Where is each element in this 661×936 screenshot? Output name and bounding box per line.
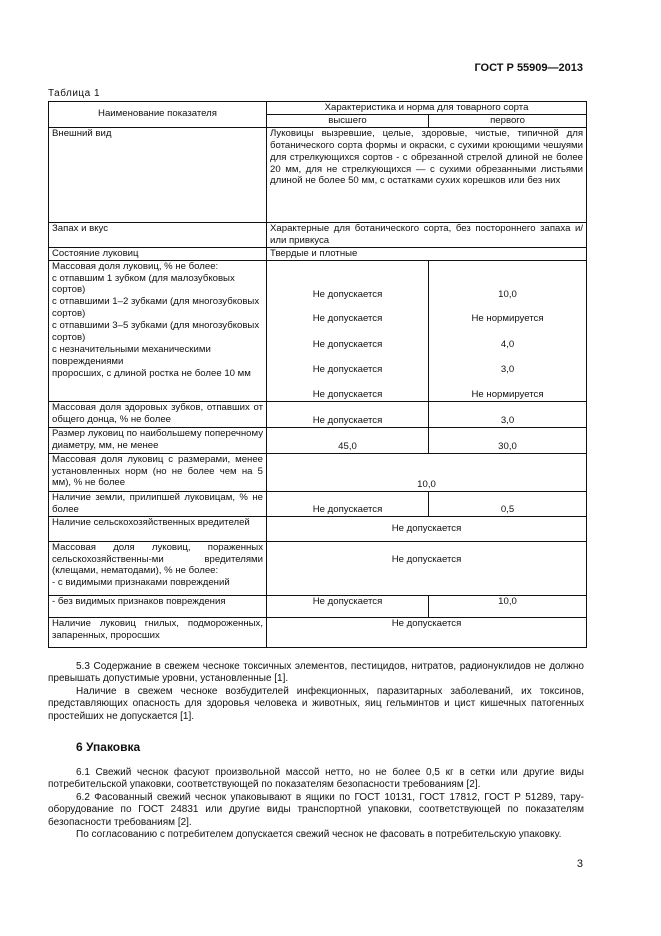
damaged-sub: - с видимыми признаками повреждений [52,577,230,589]
mass-row-v2: Не нормируется [471,388,544,400]
head-grade-highest: высшего [267,114,429,127]
row-condition-name: Состояние луковиц [49,247,267,260]
row-size-v1: 45,0 [267,427,429,453]
section-title-packaging: 6 Упаковка [76,740,141,754]
paragraph-6-2: 6.2 Фасованный свежий чеснок упаковывают в ящики по ГОСТ 10131, ГОСТ 17812, ГОСТ Р 51289, тару-оборудование по ГОСТ 24831 или другие виды транспортной упаковки, соответствующей по показателям безопасности требованиям [2]. [48,791,584,828]
head-grade-first: первого [429,114,587,127]
mass-row-v1: Не допускается [312,338,383,350]
head-indicator: Наименование показателя [49,102,267,128]
row-soil-name: Наличие земли, прилипшей луковицам, % не более [49,491,267,516]
paragraph-6-1: 6.1 Свежий чеснок фасуют произвольной массой нетто, но не более 0,5 кг в сетки или другие виды потребительской упаковки, соответствующей по показателям безопасности требованиям [2]. [48,767,584,791]
mass-row-v1: Не допускается [312,288,383,300]
row-size-name: Размер луковиц по наибольшему поперечному диаметру, мм, не менее [49,427,267,453]
row-condition-value: Твердые и плотные [267,247,587,260]
row-size-v2: 30,0 [429,427,587,453]
paragraph-6-2-b: По согласованию с потребителем допускается свежий чеснок не фасовать в потребительскую упаковку. [76,829,562,841]
row-soil-v2: 0,5 [429,491,587,516]
row-rotten-value: Не допускается [267,617,587,647]
mass-row-v2: 10,0 [498,288,517,300]
row-healthy-v1: Не допускается [267,401,429,427]
row-healthy-name: Массовая доля здоровых зубков, отпавших от общего донца, % не более [49,401,267,427]
mass-row-name: с отпавшими 3–5 зубками (для многозубковых сортов) [52,320,260,344]
paragraph-5-3: 5.3 Содержание в свежем чесноке токсичных элементов, пестицидов, нитратов, радионуклидов не должно превышать допустимые уровни, установленные [1]. [48,661,584,685]
row-no-signs-v1: Не допускается [267,595,429,617]
mass-row-name: проросших, с длиной ростка не более 10 мм [52,367,251,379]
row-damaged-value: Не допускается [267,541,587,595]
row-mass-group-grade2 [429,260,587,401]
quality-table [48,101,587,648]
row-soil-v1: Не допускается [267,491,429,516]
mass-row-name: с незначительными механическими повреждениями [52,343,211,367]
table-caption: Таблица 1 [48,88,101,99]
row-undersize-value: 10,0 [267,453,587,491]
row-mass-group-names [49,260,267,401]
mass-row-v1: Не допускается [312,312,383,324]
paragraph-5-3-b: Наличие в свежем чесноке возбудителей инфекционных, паразитарных заболеваний, их токсинов, представляющих опасность для здоровья человека и животных, яиц гельминтов и цист кишечных патогенных простейших не допускается [1]. [48,685,584,722]
page-number: 3 [576,858,583,870]
row-pests-value: Не допускается [267,516,587,541]
mass-group-title: Массовая доля луковиц, % не более: [52,260,219,272]
mass-row-name: с отпавшими 1–2 зубками (для многозубковых сортов) [52,296,260,320]
row-damaged-name [49,541,267,595]
row-no-signs-v2: 10,0 [429,595,587,617]
section-5-3 [48,661,584,723]
mass-row-v1: Не допускается [312,388,383,400]
mass-row-v1: Не допускается [312,363,383,375]
section-6 [48,767,584,841]
row-no-signs-name: - без видимых признаков повреждения [49,595,267,617]
standard-number: ГОСТ Р 55909—2013 [474,62,583,74]
mass-row-v2: 4,0 [500,338,515,350]
row-undersize-name: Массовая доля луковиц с размерами, менее установленных норм (но не более чем на 5 мм), % не более [49,453,267,491]
mass-row-v2: 3,0 [500,363,515,375]
mass-row-name: с отпавшим 1 зубком (для малозубковых сортов) [52,272,235,296]
row-pests-name: Наличие сельскохозяйственных вредителей [49,516,267,541]
mass-row-v2: Не нормируется [471,312,544,324]
row-appearance-value: Луковицы вызревшие, целые, здоровые, чистые, типичной для ботанического сорта формы и окраски, с сухими кроющими чешуями для стрелкующихся сортов - с обрезанной стрелой длиной не более 20 мм, для не стрелкующихся — с сухими обрезанными листьями длиной не более 50 мм, с остатками сухих корешков или без них [267,127,587,222]
row-appearance-name: Внешний вид [49,127,267,222]
row-healthy-v2: 3,0 [429,401,587,427]
head-characteristic: Характеристика и норма для товарного сорта [267,102,587,115]
row-rotten-name: Наличие луковиц гнилых, подмороженных, запаренных, проросших [49,617,267,647]
row-smell-value: Характерные для ботанического сорта, без постороннего запаха и/или привкуса [267,222,587,247]
damaged-title: Массовая доля луковиц, пораженных сельскохозяйственны-ми вредителями (клещами, нематодами), % не более: [52,541,263,577]
row-smell-name: Запах и вкус [49,222,267,247]
row-mass-group-grade1 [267,260,429,401]
